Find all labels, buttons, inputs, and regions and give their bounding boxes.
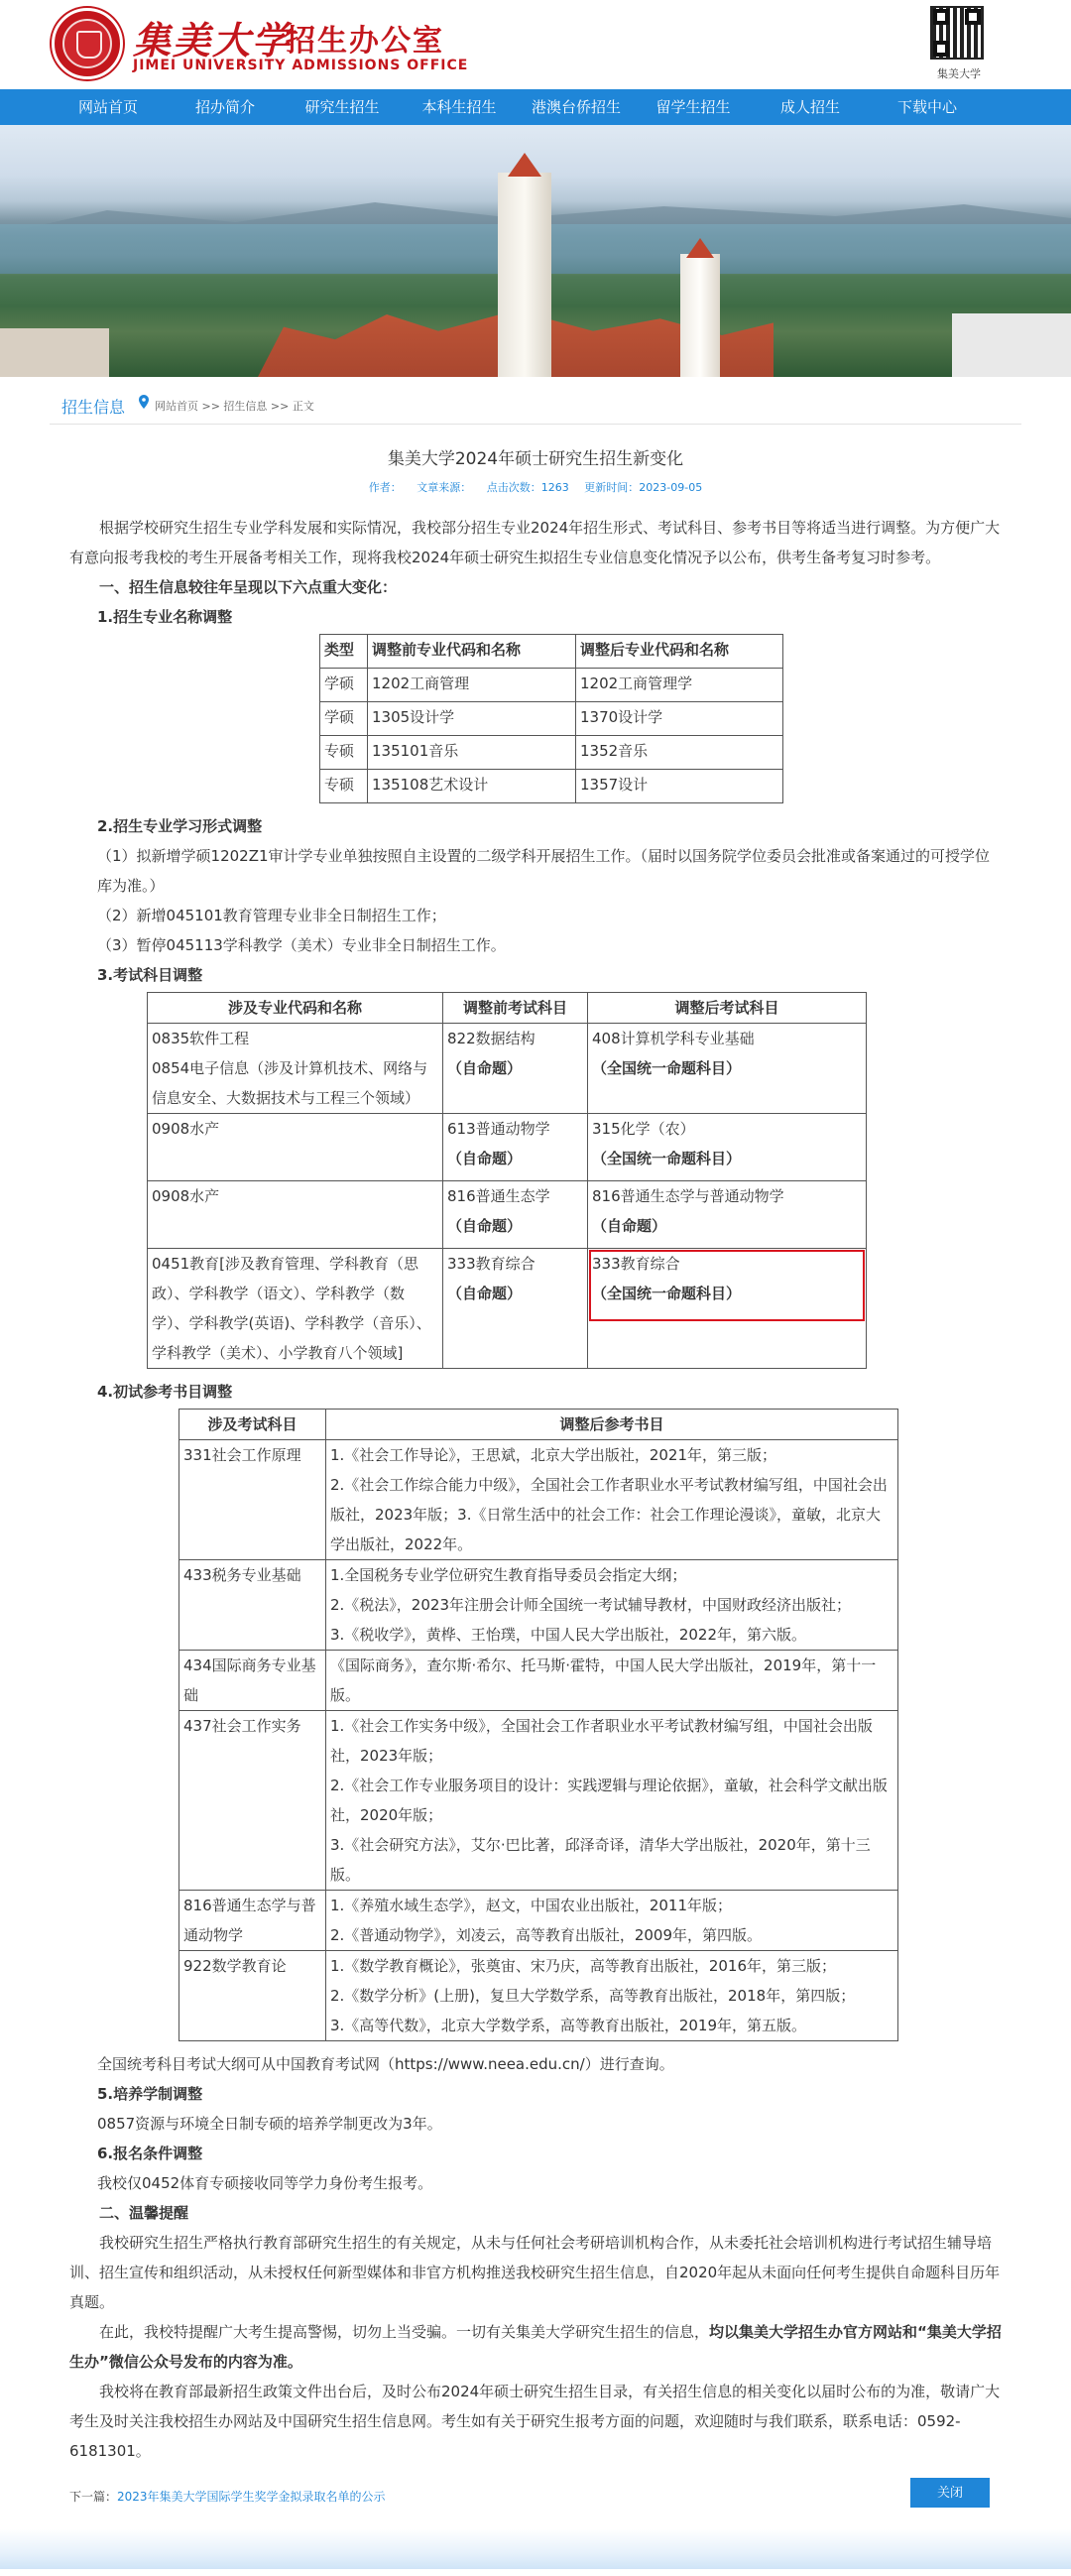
table-row (320, 770, 783, 803)
logo-office-name[interactable]: 招生办公室 (286, 24, 444, 59)
list-item: （2）新增045101教育管理专业非全日制招生工作； (97, 907, 446, 924)
table-header: 调整后参考书目 (326, 1410, 898, 1440)
section-title: 招生信息 (61, 398, 126, 417)
table-row (320, 702, 783, 736)
nav-adult[interactable]: 成人招生 (779, 98, 840, 116)
table-row (179, 1951, 898, 2041)
table-row (320, 736, 783, 770)
table-cell: 408计算机学科专业基础 （全国统一命题科目） (588, 1024, 867, 1114)
table-cell: 315化学（农） （全国统一命题科目） (588, 1114, 867, 1181)
next-article (69, 2488, 386, 2505)
main-nav (0, 89, 1071, 125)
table-cell: 613普通动物学 （自命题） (443, 1114, 588, 1181)
close-button[interactable]: 关闭 (910, 2478, 990, 2508)
table-row (179, 1891, 898, 1951)
intro-paragraph: 根据学校研究生招生专业学科发展和实际情况，我校部分招生专业2024年招生形式、考试科目、参考书目等将适当进行调整。为方便广大有意向报考我校的考生开展备考相关工作，现将我校2024年硕士研究生拟招生专业信息变化情况予以公布，供考生备考复习时参考。 (69, 519, 1001, 566)
location-pin-icon (139, 395, 149, 409)
table-cell: 816普通生态学与普通动物学 （自命题） (588, 1181, 867, 1249)
reference-book-table (178, 1409, 898, 2041)
table-cell: 学硕 (320, 669, 368, 702)
table-cell: 333教育综合 （自命题） (443, 1249, 588, 1369)
article-footer (0, 2466, 1071, 2529)
table-header: 类型 (320, 635, 368, 669)
list-item: （1）拟新增学硕1202Z1审计学专业单独按照自主设置的二级学科开展招生工作。（届时以国务院学位委员会批准或备案通过的可授学位库为准。） (97, 847, 991, 895)
table-cell: 专硕 (320, 736, 368, 770)
next-label: 下一篇： (69, 2490, 118, 2504)
table-row (148, 1114, 867, 1181)
table-cell: 1.《养殖水域生态学》，赵文，中国农业出版社，2011年版； 2.《普通动物学》，刘凌云，高等教育出版社，2009年，第四版。 (326, 1891, 898, 1951)
logo-university-name[interactable]: 集美大学 (133, 18, 293, 62)
table-row (179, 1560, 898, 1651)
author-label: 作者： (368, 481, 402, 494)
nav-home[interactable]: 网站首页 (77, 98, 138, 116)
date-label: 更新时间： (584, 481, 640, 494)
article-body (69, 495, 1002, 2466)
table-row (148, 1249, 867, 1369)
table-cell: 1.全国税务专业学位研究生教育指导委员会指定大纲； 2.《税法》，2023年注册会计师全国统一考试辅导教材，中国财政经济出版社； 3.《税收学》，黄桦、王怡璞，中国人民大学出版社，2022年，第六版。 (326, 1560, 898, 1651)
breadcrumb[interactable]: 网站首页 >> 招生信息 >> 正文 (155, 400, 314, 413)
table-cell: 0908水产 (148, 1181, 443, 1249)
list-item: （3）暂停045113学科教学（美术）专业非全日制招生工作。 (97, 936, 506, 954)
views-count: 1263 (540, 481, 569, 494)
section-heading-1: 一、招生信息较往年呈现以下六点重大变化： (99, 578, 398, 596)
article-title: 集美大学2024年硕士研究生招生新变化 (387, 449, 684, 469)
nav-downloads[interactable]: 下载中心 (896, 98, 957, 116)
location-bar (0, 377, 1071, 432)
table-row (179, 1651, 898, 1711)
exam-outline-note: 全国统考科目考试大纲可从中国教育考试网（https://www.neea.edu.cn/）进行查询。 (97, 2055, 674, 2073)
footer-decoration (0, 2529, 1071, 2569)
subheading-1: 1.招生专业名称调整 (97, 608, 233, 626)
next-article-link[interactable]: 2023年集美大学国际学生奖学金拟录取名单的公示 (117, 2490, 386, 2504)
table-row (179, 1711, 898, 1891)
table-cell: 135108艺术设计 (368, 770, 576, 803)
qr-code-icon (930, 6, 984, 60)
table-cell: 专硕 (320, 770, 368, 803)
table-cell: 1202工商管理学 (576, 669, 783, 702)
eligibility-text: 我校仅0452体育专硕接收同等学力身份考生报考。 (97, 2174, 433, 2192)
major-name-table (319, 634, 783, 803)
table-cell: 1352音乐 (576, 736, 783, 770)
table-cell: 《国际商务》，查尔斯·希尔、托马斯·霍特，中国人民大学出版社，2019年，第十一版。 (326, 1651, 898, 1711)
subheading-4: 4.初试参考书目调整 (97, 1383, 233, 1401)
nav-hmt-overseas[interactable]: 港澳台侨招生 (531, 98, 621, 116)
table-cell: 816普通生态学与普通动物学 (179, 1891, 326, 1951)
table-header: 调整后专业代码和名称 (576, 635, 783, 669)
nav-graduate[interactable]: 研究生招生 (304, 98, 380, 116)
table-header: 调整前专业代码和名称 (368, 635, 576, 669)
table-cell: 1202工商管理 (368, 669, 576, 702)
reminder-paragraph-2: 在此，我校特提醒广大考生提高警惕，切勿上当受骗。一切有关集美大学研究生招生的信息，均以集美大学招生办官方网站和“集美大学招生办”微信公众号发布的内容为准。 (69, 2323, 1002, 2371)
table-header: 调整前考试科目 (443, 993, 588, 1024)
table-row (320, 669, 783, 702)
table-cell: 433税务专业基础 (179, 1560, 326, 1651)
section-heading-2: 二、温馨提醒 (99, 2204, 189, 2222)
highlighted-cell: 333教育综合 （全国统一命题科目） (588, 1249, 867, 1369)
table-row (179, 1440, 898, 1560)
views-label: 点击次数： (486, 481, 541, 494)
reminder-paragraph-3: 我校将在教育部最新招生政策文件出台后，及时公布2024年硕士研究生招生目录，有关招生信息的相关变化以届时公布的为准，敬请广大考生及时关注我校招生办网站及中国研究生招生信息网。考生如有关于研究生报考方面的问题，欢迎随时与我们联系，联系电话：0592-6181301。 (69, 2383, 1001, 2460)
schooling-length-text: 0857资源与环境全日制专硕的培养学制更改为3年。 (97, 2115, 442, 2133)
table-cell: 331社会工作原理 (179, 1440, 326, 1560)
table-cell: 1357设计 (576, 770, 783, 803)
table-cell: 816普通生态学 （自命题） (443, 1181, 588, 1249)
table-header: 涉及考试科目 (179, 1410, 326, 1440)
subheading-5: 5.培养学制调整 (97, 2085, 203, 2103)
qr-code-label: 集美大学 (937, 67, 981, 80)
table-cell: 1.《社会工作实务中级》，全国社会工作者职业水平考试教材编写组，中国社会出版社，2023年版； 2.《社会工作专业服务项目的设计：实践逻辑与理论依据》，童敏，社会科学文献出版社，2020年版； 3.《社会研究方法》，艾尔·巴比著，邱泽奇译，清华大学出版社，2020年，第十三版。 (326, 1711, 898, 1891)
table-cell: 437社会工作实务 (179, 1711, 326, 1891)
table-row (148, 1181, 867, 1249)
table-cell: 0451教育[涉及教育管理、学科教育（思政）、学科教学（语文）、学科教学（数学）、学科教学(英语)、学科教学（音乐）、学科教学（美术）、小学教育八个领域] (148, 1249, 443, 1369)
source-label: 文章来源： (416, 481, 472, 494)
article-meta (0, 479, 1071, 495)
subheading-6: 6.报名条件调整 (97, 2145, 203, 2162)
logo-english-name: JIMEI UNIVERSITY ADMISSIONS OFFICE (133, 58, 469, 73)
table-cell: 1370设计学 (576, 702, 783, 736)
site-header (0, 0, 1071, 89)
table-cell: 434国际商务专业基础 (179, 1651, 326, 1711)
table-cell: 0908水产 (148, 1114, 443, 1181)
subheading-2: 2.招生专业学习形式调整 (97, 817, 263, 835)
exam-subject-table (147, 992, 867, 1369)
table-cell: 1.《社会工作导论》，王思斌，北京大学出版社，2021年，第三版； 2.《社会工作综合能力中级》，全国社会工作者职业水平考试教材编写组，中国社会出版社，2023年版；3.《日常生活中的社会工作：社会工作理论漫谈》，童敏，北京大学出版社，2022年。 (326, 1440, 898, 1560)
table-header: 涉及专业代码和名称 (148, 993, 443, 1024)
table-cell: 1.《数学教育概论》，张奠宙、宋乃庆，高等教育出版社，2016年，第三版； 2.《数学分析》(上册)，复旦大学数学系，高等教育出版社，2018年，第四版； 3.《高等代数》，北京大学数学系，高等教育出版社，2019年，第五版。 (326, 1951, 898, 2041)
update-date: 2023-09-05 (639, 481, 703, 494)
table-cell: 922数学教育论 (179, 1951, 326, 2041)
nav-about[interactable]: 招办简介 (194, 98, 255, 116)
nav-international[interactable]: 留学生招生 (655, 98, 731, 116)
nav-undergraduate[interactable]: 本科生招生 (421, 98, 497, 116)
table-cell: 学硕 (320, 702, 368, 736)
table-row (148, 1024, 867, 1114)
table-cell: 135101音乐 (368, 736, 576, 770)
university-seal-logo[interactable] (52, 8, 123, 79)
table-cell: 822数据结构 （自命题） (443, 1024, 588, 1114)
table-cell: 1305设计学 (368, 702, 576, 736)
table-header: 调整后考试科目 (588, 993, 867, 1024)
reminder-paragraph-1: 我校研究生招生严格执行教育部研究生招生的有关规定，从未与任何社会考研培训机构合作，从未委托社会培训机构进行考试招生辅导培训、招生宣传和组织活动，从未授权任何新型媒体和非官方机构推送我校研究生招生信息，自2020年起从未面向任何考生提供自命题科目历年真题。 (69, 2234, 1001, 2311)
subheading-3: 3.考试科目调整 (97, 966, 203, 984)
table-cell: 0835软件工程 0854电子信息（涉及计算机技术、网络与信息安全、大数据技术与工程三个领域） (148, 1024, 443, 1114)
campus-banner-image (0, 125, 1071, 377)
